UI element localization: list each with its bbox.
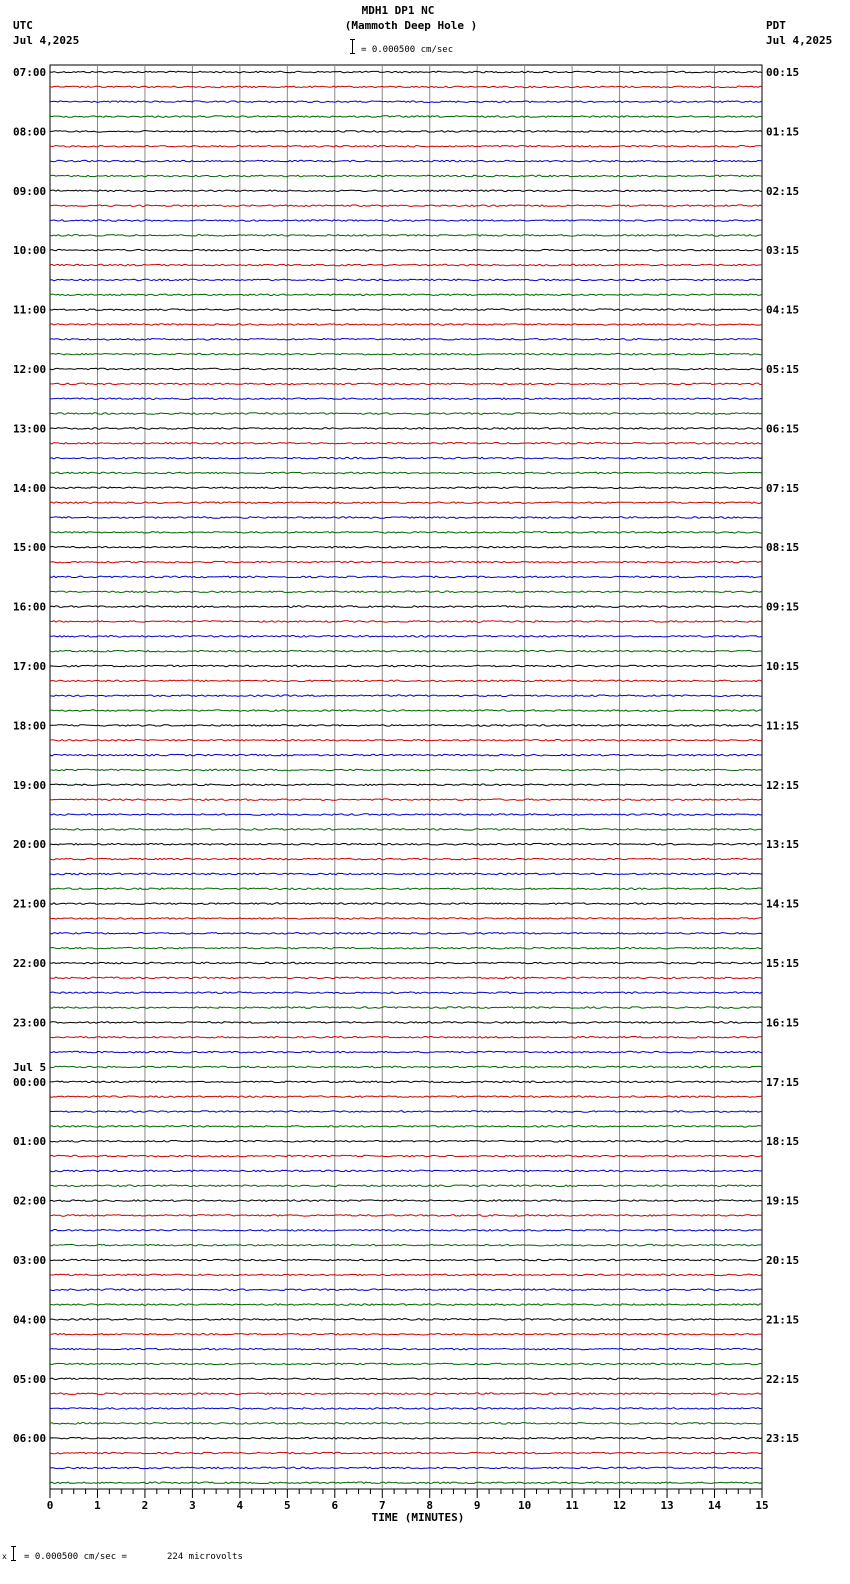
pdt-hour-label: 12:15 [766, 778, 800, 792]
seismic-trace [50, 1096, 762, 1098]
seismic-trace [50, 1066, 762, 1068]
seismic-trace [50, 1037, 762, 1039]
pdt-hour-label: 19:15 [766, 1194, 800, 1208]
seismic-trace [50, 1319, 762, 1321]
seismic-trace [50, 561, 762, 563]
utc-hour-label: 08:00 [13, 125, 47, 139]
utc-date: Jul 4,2025 [13, 34, 80, 47]
pdt-hour-label: 21:15 [766, 1313, 800, 1327]
seismic-trace [50, 279, 762, 281]
seismic-trace [50, 858, 762, 860]
pdt-hour-label: 09:15 [766, 600, 800, 614]
x-tick-label: 14 [707, 1499, 722, 1512]
seismic-trace [50, 621, 762, 623]
seismic-trace [50, 1140, 762, 1142]
seismic-trace [50, 517, 762, 519]
seismic-trace [50, 264, 762, 266]
seismic-trace [50, 1230, 762, 1232]
seismic-trace [50, 680, 762, 682]
seismic-trace [50, 1289, 762, 1291]
utc-hour-label: 22:00 [13, 957, 47, 970]
seismic-trace [50, 769, 762, 771]
seismic-trace [50, 1022, 762, 1024]
seismic-trace [50, 413, 762, 415]
seismic-trace [50, 903, 762, 905]
utc-hour-label: 03:00 [13, 1254, 47, 1267]
x-tick-label: 15 [755, 1499, 769, 1512]
utc-hour-label: 13:00 [13, 422, 47, 436]
pdt-hour-label: 13:15 [766, 838, 800, 852]
seismic-trace [50, 1185, 762, 1187]
pdt-hour-label: 00:15 [766, 66, 800, 79]
seismic-trace [50, 1363, 762, 1365]
seismic-trace [50, 1155, 762, 1157]
seismic-trace [50, 1111, 762, 1113]
x-tick-label: 4 [236, 1499, 244, 1512]
seismic-trace [50, 962, 762, 964]
x-tick-label: 1 [94, 1499, 101, 1512]
seismic-trace [50, 309, 762, 311]
seismic-trace [50, 190, 762, 192]
x-tick-label: 0 [46, 1499, 54, 1512]
pdt-hour-label: 08:15 [766, 541, 800, 555]
seismic-trace [50, 933, 762, 935]
pdt-hour-label: 16:15 [766, 1016, 800, 1030]
seismic-trace [50, 1007, 762, 1009]
seismic-trace [50, 1437, 762, 1439]
seismic-trace [50, 695, 762, 697]
pdt-hour-label: 11:15 [766, 719, 800, 733]
pdt-hour-label: 20:15 [766, 1254, 800, 1267]
pdt-hour-label: 06:15 [766, 422, 800, 436]
seismic-trace [50, 175, 762, 177]
seismic-trace [50, 71, 762, 73]
pdt-label: PDT [766, 19, 786, 32]
seismic-trace [50, 814, 762, 816]
seismic-trace [50, 799, 762, 801]
seismic-trace [50, 650, 762, 652]
utc-hour-label: 20:00 [13, 838, 47, 852]
seismic-trace [50, 576, 762, 578]
seismic-trace [50, 383, 762, 385]
seismic-trace [50, 829, 762, 831]
pdt-date: Jul 4,2025 [766, 34, 833, 47]
utc-hour-label: 07:00 [13, 66, 47, 79]
seismic-trace [50, 428, 762, 430]
seismic-trace [50, 457, 762, 459]
seismic-trace [50, 398, 762, 400]
pdt-hour-label: 17:15 [766, 1075, 800, 1089]
seismic-trace [50, 1334, 762, 1336]
seismic-trace [50, 1467, 762, 1469]
x-tick-label: 2 [141, 1499, 149, 1512]
utc-hour-label: 18:00 [13, 719, 47, 733]
seismic-trace [50, 1259, 762, 1261]
seismic-trace [50, 1348, 762, 1350]
seismic-trace [50, 740, 762, 742]
x-tick-label: 6 [331, 1499, 339, 1512]
x-axis-label: TIME (MINUTES) [371, 1511, 465, 1524]
utc-hour-label: 12:00 [13, 363, 47, 376]
utc-hour-label: 01:00 [13, 1135, 47, 1149]
pdt-hour-label: 15:15 [766, 957, 800, 970]
pdt-hour-label: 02:15 [766, 184, 800, 198]
seismic-trace [50, 636, 762, 638]
scale-label: = 0.000500 cm/sec [361, 45, 454, 55]
footer-scale-icon [11, 1546, 16, 1561]
pdt-hour-label: 10:15 [766, 660, 800, 673]
seismic-trace [50, 1244, 762, 1246]
seismic-trace [50, 324, 762, 326]
seismic-trace [50, 472, 762, 474]
seismic-trace [50, 1126, 762, 1128]
seismic-trace [50, 1393, 762, 1395]
seismic-trace [50, 235, 762, 237]
seismic-trace [50, 665, 762, 667]
seismic-trace [50, 1200, 762, 1202]
seismic-trace [50, 873, 762, 875]
seismic-trace [50, 294, 762, 296]
seismic-trace [50, 502, 762, 504]
seismic-trace [50, 220, 762, 222]
utc-hour-label: 23:00 [13, 1016, 47, 1030]
utc-hour-label: 09:00 [13, 184, 47, 198]
footer-scale: = 0.000500 cm/sec = [24, 1552, 127, 1562]
seismic-trace [50, 888, 762, 890]
utc-hour-label: 15:00 [13, 541, 47, 555]
utc-hour-label: 02:00 [13, 1194, 47, 1208]
seismic-trace [50, 947, 762, 949]
seismic-trace [50, 532, 762, 534]
seismic-trace [50, 339, 762, 341]
seismic-trace [50, 977, 762, 979]
utc-hour-label: 05:00 [13, 1372, 47, 1386]
utc-hour-label: 14:00 [13, 481, 47, 495]
pdt-hour-label: 07:15 [766, 481, 800, 495]
seismic-trace [50, 1423, 762, 1425]
utc-hour-label: 19:00 [13, 778, 47, 792]
utc-hour-label: 11:00 [13, 303, 47, 317]
utc-hour-label: 10:00 [13, 244, 47, 258]
seismic-trace [50, 205, 762, 207]
seismic-trace [50, 116, 762, 118]
seismic-trace [50, 754, 762, 756]
utc-label: UTC [13, 19, 33, 32]
utc-hour-label: 16:00 [13, 600, 47, 614]
x-tick-label: 8 [426, 1499, 434, 1512]
x-tick-label: 9 [473, 1499, 481, 1512]
seismic-trace [50, 784, 762, 786]
seismic-trace [50, 1378, 762, 1380]
x-tick-label: 12 [612, 1499, 627, 1512]
seismic-trace [50, 843, 762, 845]
seismic-trace [50, 606, 762, 608]
seismic-trace [50, 918, 762, 920]
x-tick-label: 10 [518, 1499, 532, 1512]
pdt-hour-label: 04:15 [766, 303, 800, 317]
utc-hour-label: 21:00 [13, 897, 47, 911]
seismic-trace [50, 1482, 762, 1484]
utc-hour-label: 04:00 [13, 1313, 47, 1327]
seismic-trace [50, 591, 762, 593]
pdt-hour-label: 18:15 [766, 1135, 800, 1149]
date-change-label: Jul 5 [13, 1060, 47, 1074]
seismic-trace [50, 86, 762, 88]
seismic-trace [50, 725, 762, 727]
station-title: MDH1 DP1 NC [361, 4, 435, 17]
pdt-hour-label: 22:15 [766, 1372, 800, 1386]
seismic-trace [50, 101, 762, 103]
utc-hour-label: 00:00 [13, 1075, 47, 1089]
seismic-trace [50, 992, 762, 994]
utc-hour-label: 17:00 [13, 660, 47, 673]
seismic-trace [50, 1274, 762, 1276]
pdt-hour-label: 14:15 [766, 897, 800, 911]
seismic-trace [50, 1170, 762, 1172]
utc-hour-label: 06:00 [13, 1432, 47, 1446]
seismic-trace [50, 131, 762, 133]
seismic-trace [50, 249, 762, 251]
x-tick-label: 5 [284, 1499, 291, 1512]
seismic-trace [50, 1081, 762, 1083]
seismic-trace [50, 1452, 762, 1454]
pdt-hour-label: 05:15 [766, 363, 800, 376]
seismic-trace [50, 1051, 762, 1053]
pdt-hour-label: 03:15 [766, 244, 800, 258]
seismic-trace [50, 710, 762, 712]
seismic-trace [50, 160, 762, 162]
x-tick-label: 11 [565, 1499, 579, 1512]
x-tick-label: 7 [378, 1499, 386, 1512]
seismic-trace [50, 1215, 762, 1217]
seismic-trace [50, 546, 762, 548]
station-location: (Mammoth Deep Hole ) [344, 19, 478, 32]
pdt-hour-label: 23:15 [766, 1432, 800, 1446]
seismic-trace [50, 146, 762, 148]
seismic-trace [50, 487, 762, 489]
seismic-trace [50, 443, 762, 445]
footer-marker: x [2, 1552, 7, 1561]
x-tick-label: 13 [660, 1499, 674, 1512]
pdt-hour-label: 01:15 [766, 125, 800, 139]
seismic-trace [50, 353, 762, 355]
seismic-trace [50, 368, 762, 370]
footer-microvolts: 224 microvolts [167, 1552, 243, 1562]
seismic-trace [50, 1304, 762, 1306]
seismic-trace [50, 1408, 762, 1410]
x-tick-label: 3 [189, 1499, 196, 1512]
